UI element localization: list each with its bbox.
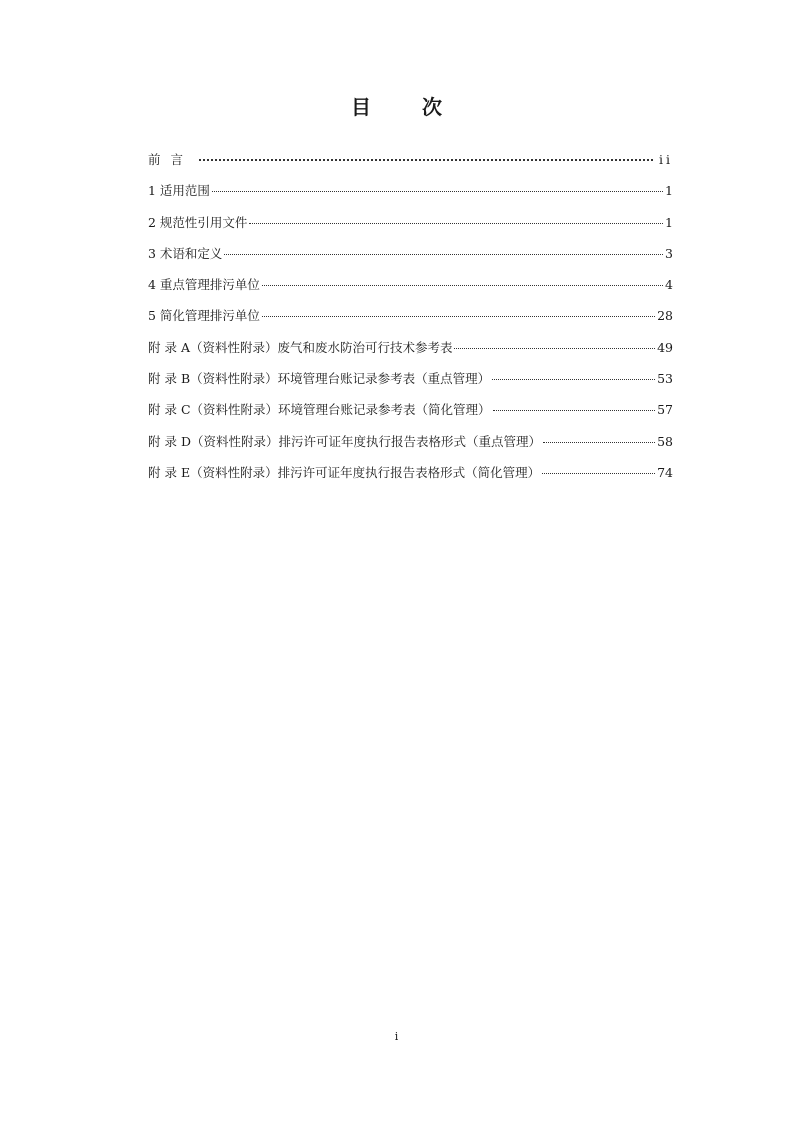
toc-entry-page: 53 [657,371,673,387]
toc-entry-label: 附 录 A（资料性附录）废气和废水防治可行技术参考表 [148,339,453,355]
toc-entry-simplified-management[interactable] [148,304,673,335]
toc-dot-leader [199,159,653,161]
toc-dot-leader [224,254,663,255]
toc-dot-leader [212,191,663,192]
toc-entry-appendix-e[interactable] [148,461,673,492]
toc-entry-page: ii [659,152,673,167]
toc-entry-appendix-a[interactable] [148,336,673,367]
toc-dot-leader [249,223,663,224]
toc-entry-page: 58 [657,433,673,449]
toc-entry-page: 1 [665,183,673,199]
toc-entry-appendix-c[interactable] [148,398,673,429]
toc-entry-label: 1 适用范围 [148,183,210,199]
toc-entry-appendix-d[interactable] [148,430,673,461]
toc-dot-leader [543,442,655,443]
toc-entry-page: 4 [665,277,673,293]
toc-entry-preface[interactable] [148,148,673,179]
toc-dot-leader [542,473,655,474]
toc-entry-label: 附 录 B（资料性附录）环境管理台账记录参考表（重点管理） [148,371,491,387]
toc-entry-page: 28 [657,308,673,324]
toc-dot-leader [262,316,655,317]
toc-dot-leader [262,285,663,286]
toc-entry-key-management[interactable] [148,273,673,304]
toc-entry-normative-references[interactable] [148,211,673,242]
toc-entry-label: 5 简化管理排污单位 [148,308,260,324]
toc-entry-label: 附 录 E（资料性附录）排污许可证年度执行报告表格形式（简化管理） [148,464,541,480]
toc-entry-label: 4 重点管理排污单位 [148,277,260,293]
toc-entry-page: 57 [657,402,673,418]
table-of-contents [148,148,673,492]
toc-entry-label: 2 规范性引用文件 [148,214,248,230]
toc-entry-page: 1 [665,214,673,230]
toc-entry-page: 49 [657,339,673,355]
toc-entry-terms-definitions[interactable] [148,242,673,273]
page-number: i [394,1030,399,1043]
toc-title: 目 次 [351,95,464,119]
toc-entry-label: 附 录 D（资料性附录）排污许可证年度执行报告表格形式（重点管理） [148,433,541,449]
toc-entry-page: 74 [657,464,673,480]
toc-dot-leader [454,348,655,349]
toc-dot-leader [492,379,655,380]
toc-dot-leader [493,410,656,411]
toc-entry-page: 3 [665,245,673,261]
toc-entry-label: 3 术语和定义 [148,245,223,261]
toc-entry-scope[interactable] [148,179,673,210]
toc-entry-appendix-b[interactable] [148,367,673,398]
toc-entry-label: 附 录 C（资料性附录）环境管理台账记录参考表（简化管理） [148,402,491,418]
toc-entry-label: 前言 [148,152,194,167]
